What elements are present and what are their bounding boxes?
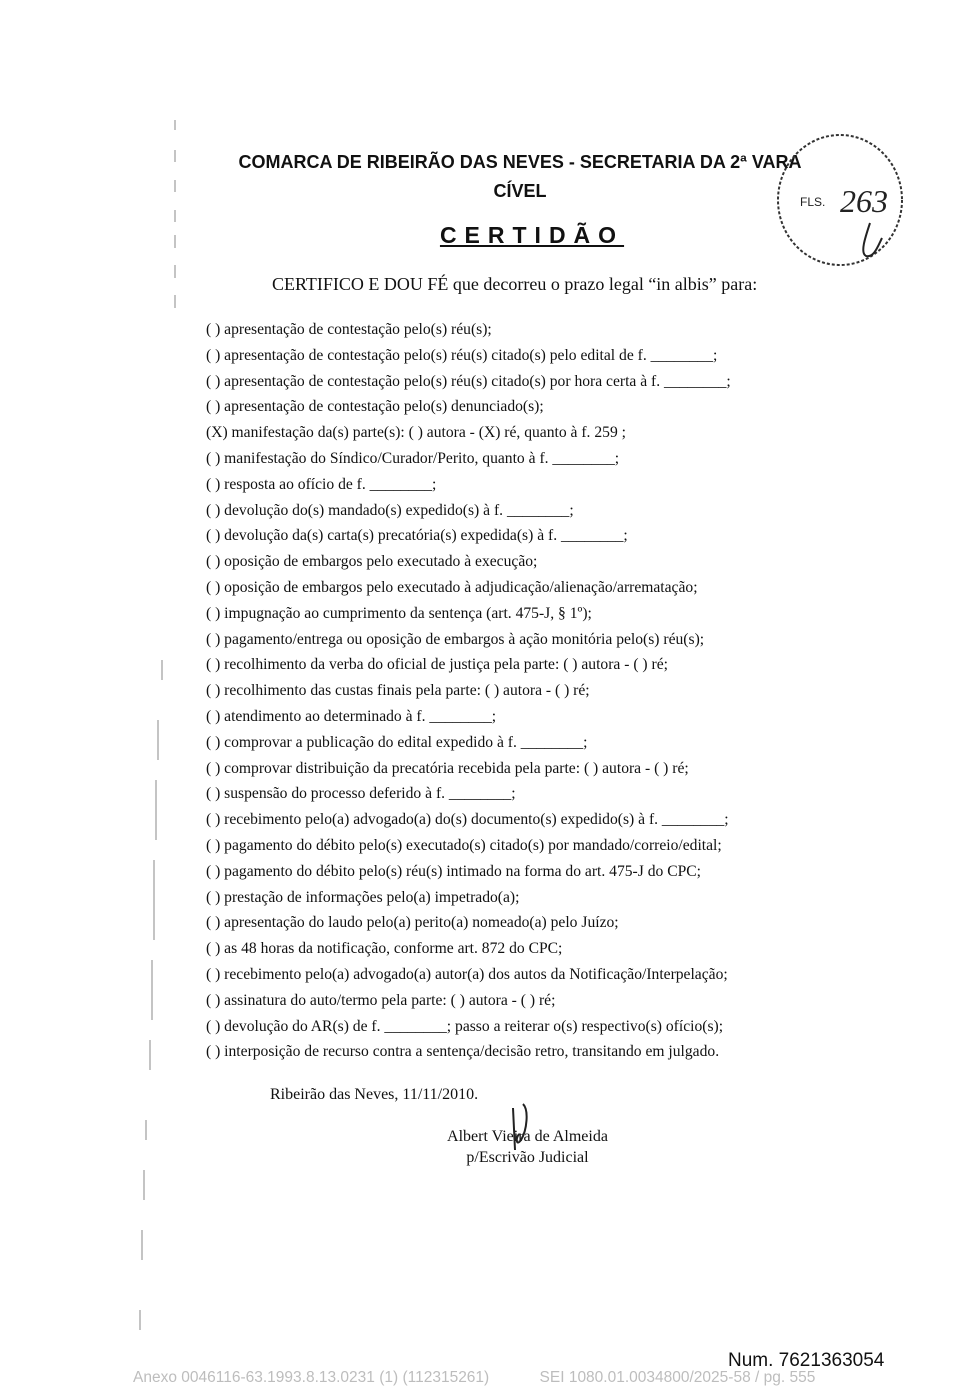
signer-role: p/Escrivão Judicial	[466, 1149, 589, 1166]
footer-sei: SEI 1080.01.0034800/2025-58 / pg. 555	[539, 1369, 816, 1386]
list-item: ( ) recolhimento da verba do oficial de justiça pela parte: ( ) autora - ( ) ré;	[206, 656, 668, 674]
list-item: ( ) impugnação ao cumprimento da sentença (art. 475-J, § 1º);	[206, 604, 592, 622]
list-item: ( ) pagamento/entrega ou oposição de embargos à ação monitória pelo(s) réu(s);	[206, 630, 705, 648]
list-item: ( ) suspensão do processo deferido à f. ________;	[206, 785, 516, 803]
list-item: ( ) assinatura do auto/termo pela parte: ( ) autora - ( ) ré;	[206, 991, 556, 1009]
list-item: ( ) devolução do AR(s) de f. ________; passo a reiterar o(s) respectivo(s) ofício(s);	[206, 1017, 724, 1035]
list-item: ( ) apresentação do laudo pelo(a) perito(a) nomeado(a) pelo Juízo;	[206, 914, 619, 932]
list-item: ( ) resposta ao ofício de f. ________;	[206, 475, 437, 493]
list-item: ( ) recebimento pelo(a) advogado(a) do(s) documento(s) expedido(s) à f. ________;	[206, 811, 729, 829]
list-item: ( ) recebimento pelo(a) advogado(a) autor(a) dos autos da Notificação/Interpelação;	[206, 965, 728, 983]
list-item: ( ) oposição de embargos pelo executado à adjudicação/alienação/arrematação;	[206, 578, 698, 596]
page-number-stamp	[770, 128, 910, 278]
list-item: ( ) apresentação de contestação pelo(s) réu(s) citado(s) pelo edital de f. ________;	[206, 346, 718, 364]
list-item: ( ) devolução da(s) carta(s) precatória(s) expedida(s) à f. ________;	[206, 527, 628, 545]
list-item: ( ) manifestação do Síndico/Curador/Perito, quanto à f. ________;	[206, 449, 620, 467]
scan-margin-marks	[100, 80, 180, 1360]
court-header	[180, 148, 860, 206]
list-item: ( ) apresentação de contestação pelo(s) réu(s) citado(s) por hora certa à f. ________;	[206, 372, 731, 390]
document-title: CERTIDÃO	[439, 222, 625, 248]
list-item: ( ) pagamento do débito pelo(s) executado(s) citado(s) por mandado/correio/edital;	[206, 836, 722, 854]
list-item: ( ) comprovar distribuição da precatória recebida pela parte: ( ) autora - ( ) ré;	[206, 759, 689, 777]
list-item: ( ) apresentação de contestação pelo(s) denunciado(s);	[206, 398, 544, 416]
list-item: ( ) interposição de recurso contra a sentença/decisão retro, transitando em julgado.	[206, 1043, 720, 1061]
list-item: ( ) prestação de informações pelo(a) impetrado(a);	[206, 888, 520, 906]
certification-intro: CERTIFICO E DOU FÉ que decorreu o prazo legal “in albis” para:	[272, 274, 758, 294]
list-item: ( ) recolhimento das custas finais pela parte: ( ) autora - ( ) ré;	[206, 682, 590, 700]
footer-watermark	[133, 1369, 861, 1387]
stamp-label: FLS.	[800, 195, 826, 209]
list-item: ( ) atendimento ao determinado à f. ________;	[206, 707, 497, 725]
certification-items	[206, 317, 731, 1065]
list-item: ( ) as 48 horas da notificação, conforme art. 872 do CPC;	[206, 940, 563, 958]
list-item: ( ) oposição de embargos pelo executado à execução;	[206, 553, 538, 571]
stamp-page-number: 263	[840, 183, 888, 219]
document-number: Num. 7621363054	[728, 1350, 885, 1371]
signer-name: Albert Vieira de Almeida	[447, 1128, 608, 1145]
list-item: ( ) comprovar a publicação do edital expedido à f. ________;	[206, 733, 588, 751]
header-line-2: CÍVEL	[493, 181, 547, 201]
footer-annex: Anexo 0046116-63.1993.8.13.0231 (1) (112315261)	[133, 1369, 490, 1386]
list-item: ( ) pagamento do débito pelo(s) réu(s) intimado na forma do art. 475-J do CPC;	[206, 862, 701, 880]
date-line: Ribeirão das Neves, 11/11/2010.	[270, 1086, 479, 1103]
handwritten-signature	[505, 1100, 535, 1170]
list-item: ( ) devolução do(s) mandado(s) expedido(s) à f. ________;	[206, 501, 574, 519]
list-item: (X) manifestação da(s) parte(s): ( ) autora - (X) ré, quanto à f. 259 ;	[206, 424, 626, 442]
header-line-1: COMARCA DE RIBEIRÃO DAS NEVES - SECRETARIA DA 2ª VARA	[238, 152, 802, 172]
list-item: ( ) apresentação de contestação pelo(s) réu(s);	[206, 321, 492, 338]
